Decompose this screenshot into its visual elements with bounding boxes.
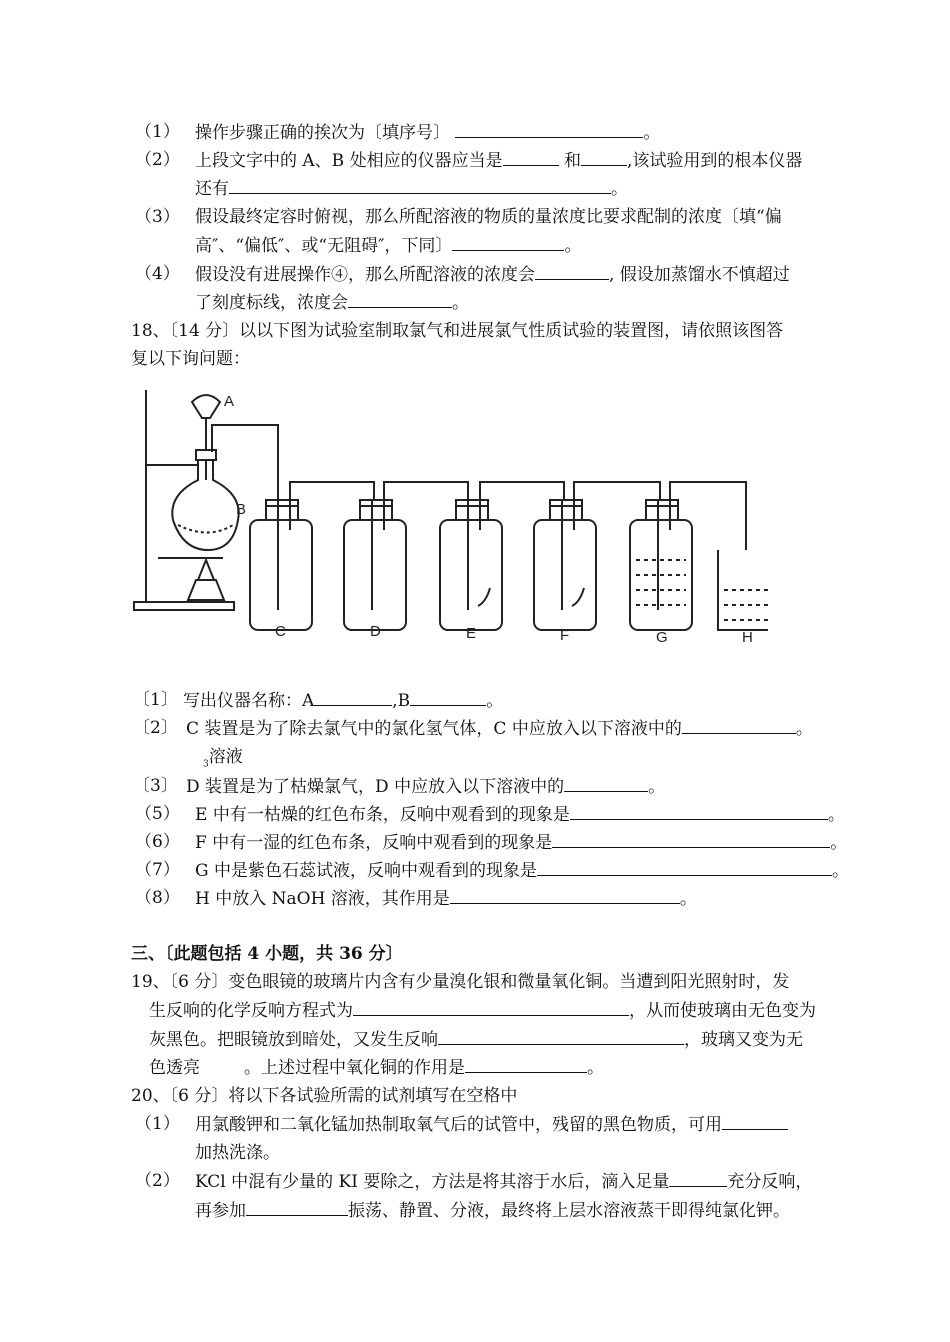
answer-blank[interactable] (682, 717, 796, 734)
item-number: 〔2〕 (133, 718, 178, 738)
answer-blank[interactable] (535, 263, 609, 280)
q20-heading: 20、〔6 分〕将以下各试验所需的试剂填写在空格中 (131, 1086, 518, 1106)
item-end: 。 (795, 719, 813, 739)
item-line-2: 高″、“偏低″、或“无阻碍″，下同〕 (195, 236, 453, 256)
q19-line-1: 19、〔6 分〕变色眼镜的玻璃片内含有少量溴化银和微量氧化铜。当遭到阳光照射时，发 (131, 972, 790, 992)
item-end: 。 (830, 833, 848, 853)
bottle-g (630, 500, 692, 630)
item-text: 上段文字中的 A、B 处相应的仪器应当是 (195, 151, 503, 171)
item-line-2: 还有 (195, 179, 229, 199)
item-text: C 装置是为了除去氯气中的氯化氢气体，C 中应放入以下溶液中的 (186, 719, 682, 739)
item-number: 〔3〕 (133, 776, 178, 796)
item-number: （7） (135, 860, 180, 880)
answer-blank[interactable] (246, 1199, 348, 1216)
answer-blank[interactable] (581, 149, 627, 166)
item-text: D 装置是为了枯燥氯气，D 中应放入以下溶液中的 (186, 777, 565, 797)
item-text: 再参加 (195, 1201, 246, 1221)
item-text: KCl 中混有少量的 KI 要除之，方法是将其溶于水后，滴入足量 (195, 1172, 670, 1192)
label-a: A (224, 393, 235, 410)
answer-blank[interactable] (465, 1056, 587, 1073)
item-text-mid: 和 (563, 151, 581, 171)
answer-blank[interactable] (438, 1028, 684, 1045)
answer-blank[interactable] (503, 149, 559, 166)
item-end: 。 (452, 293, 469, 313)
answer-blank[interactable] (537, 859, 832, 876)
answer-blank[interactable] (564, 775, 648, 792)
item-end: 。 (486, 691, 504, 711)
item-end: 。 (679, 889, 697, 909)
label-h: H (742, 629, 753, 646)
q19-line-2 (149, 999, 816, 1022)
answer-blank[interactable] (450, 887, 680, 904)
bottle-e (440, 500, 502, 630)
item-number: （1） (135, 1114, 180, 1134)
item-number: （1） (135, 122, 180, 142)
label-g: G (656, 629, 668, 646)
bottle-d (344, 500, 406, 630)
item-end: 。 (564, 236, 582, 256)
item-number: （3） (135, 207, 180, 227)
item-text-mid: ,B (392, 691, 411, 711)
item-number: （6） (135, 832, 180, 852)
answer-blank[interactable] (669, 1170, 727, 1187)
q19-text: ，玻璃又变为无 (684, 1030, 803, 1050)
item-text: 写出仪器名称：A (183, 691, 315, 711)
item-text: E 中有一枯燥的红色布条，反响中观看到的现象是 (195, 805, 570, 825)
item-line-2: 了刻度标线，浓度会 (195, 293, 348, 313)
item-end: 。 (831, 861, 849, 881)
answer-blank[interactable] (353, 999, 629, 1016)
item-text: 操作步骤正确的挨次为〔填序号〕 (195, 123, 450, 143)
item-end: 。 (827, 805, 845, 825)
item-line-2: 溶液 (208, 747, 243, 767)
q19-text: 色透亮 (149, 1058, 200, 1078)
item-text-2: ,该试验用到的根本仪器 (626, 151, 803, 171)
item-end: 。 (648, 777, 666, 797)
item-end: 。 (643, 123, 661, 143)
answer-blank[interactable] (570, 803, 828, 820)
answer-blank[interactable] (410, 689, 486, 706)
item-number: （4） (135, 264, 180, 284)
item-text: H 中放入 NaOH 溶液，其作用是 (195, 889, 450, 909)
answer-blank[interactable] (314, 689, 392, 706)
item-number: （5） (135, 804, 180, 824)
label-f: F (560, 627, 570, 644)
label-c: C (275, 623, 286, 640)
label-d: D (370, 623, 381, 640)
answer-blank[interactable] (722, 1113, 788, 1130)
label-e: E (466, 625, 477, 642)
q19-line-3 (149, 1028, 803, 1051)
q18-heading-2: 复以下询问题： (131, 349, 250, 369)
item-end: 。 (611, 179, 628, 199)
item-number: （8） (135, 888, 180, 908)
bottle-c (250, 500, 312, 630)
q19-text: 灰黑色。把眼镜放到暗处，又发生反响 (149, 1030, 438, 1050)
bottle-f (534, 500, 596, 630)
q19-text: ，从而使玻璃由无色变为 (629, 1001, 816, 1021)
item-number: （2） (135, 1171, 180, 1191)
item-number: 〔1〕 (133, 690, 178, 710)
item-text: G 中是紫色石蕊试液，反响中观看到的现象是 (195, 861, 537, 881)
q18-heading: 18、〔14 分〕以以下图为试验室制取氯气和进展氯气性质试验的装置图，请依照该图答 (131, 321, 784, 341)
q19-line-4 (149, 1056, 604, 1079)
item-text-2: 充分反响， (727, 1172, 813, 1192)
item-text: 假设没有进展操作④，那么所配溶液的浓度会 (195, 265, 535, 285)
item-text: 用氯酸钾和二氧化锰加热制取氧气后的试管中，残留的黑色物质，可用 (195, 1115, 722, 1135)
item-text-2: , 假设加蒸馏水不慎超过 (609, 265, 790, 285)
section-3-title: 三、〔此题包括 4 小题，共 36 分〕 (131, 944, 403, 964)
item-text: F 中有一湿的红色布条，反响中观看到的现象是 (195, 833, 553, 853)
subscript: 3 (203, 759, 209, 770)
item-text: 假设最终定容时俯视，那么所配溶液的物质的量浓度比要求配制的浓度〔填“偏 (195, 207, 782, 227)
item-number: （2） (135, 150, 180, 170)
label-b: B (236, 501, 247, 518)
answer-blank[interactable] (552, 831, 830, 848)
answer-blank[interactable] (452, 234, 564, 251)
answer-blank[interactable] (455, 121, 643, 138)
apparatus-diagram (128, 380, 768, 670)
q19-text: 。 (587, 1058, 604, 1078)
answer-blank[interactable] (229, 177, 611, 194)
q19-text: 生反响的化学反响方程式为 (149, 1001, 353, 1021)
q19-text: 。上述过程中氧化铜的作用是 (244, 1058, 465, 1078)
answer-blank[interactable] (348, 291, 452, 308)
item-text-2: 振荡、静置、分液，最终将上层水溶液蒸干即得纯氯化钾。 (348, 1201, 790, 1221)
item-line-2: 加热洗涤。 (195, 1143, 280, 1163)
beaker-h (718, 550, 768, 630)
